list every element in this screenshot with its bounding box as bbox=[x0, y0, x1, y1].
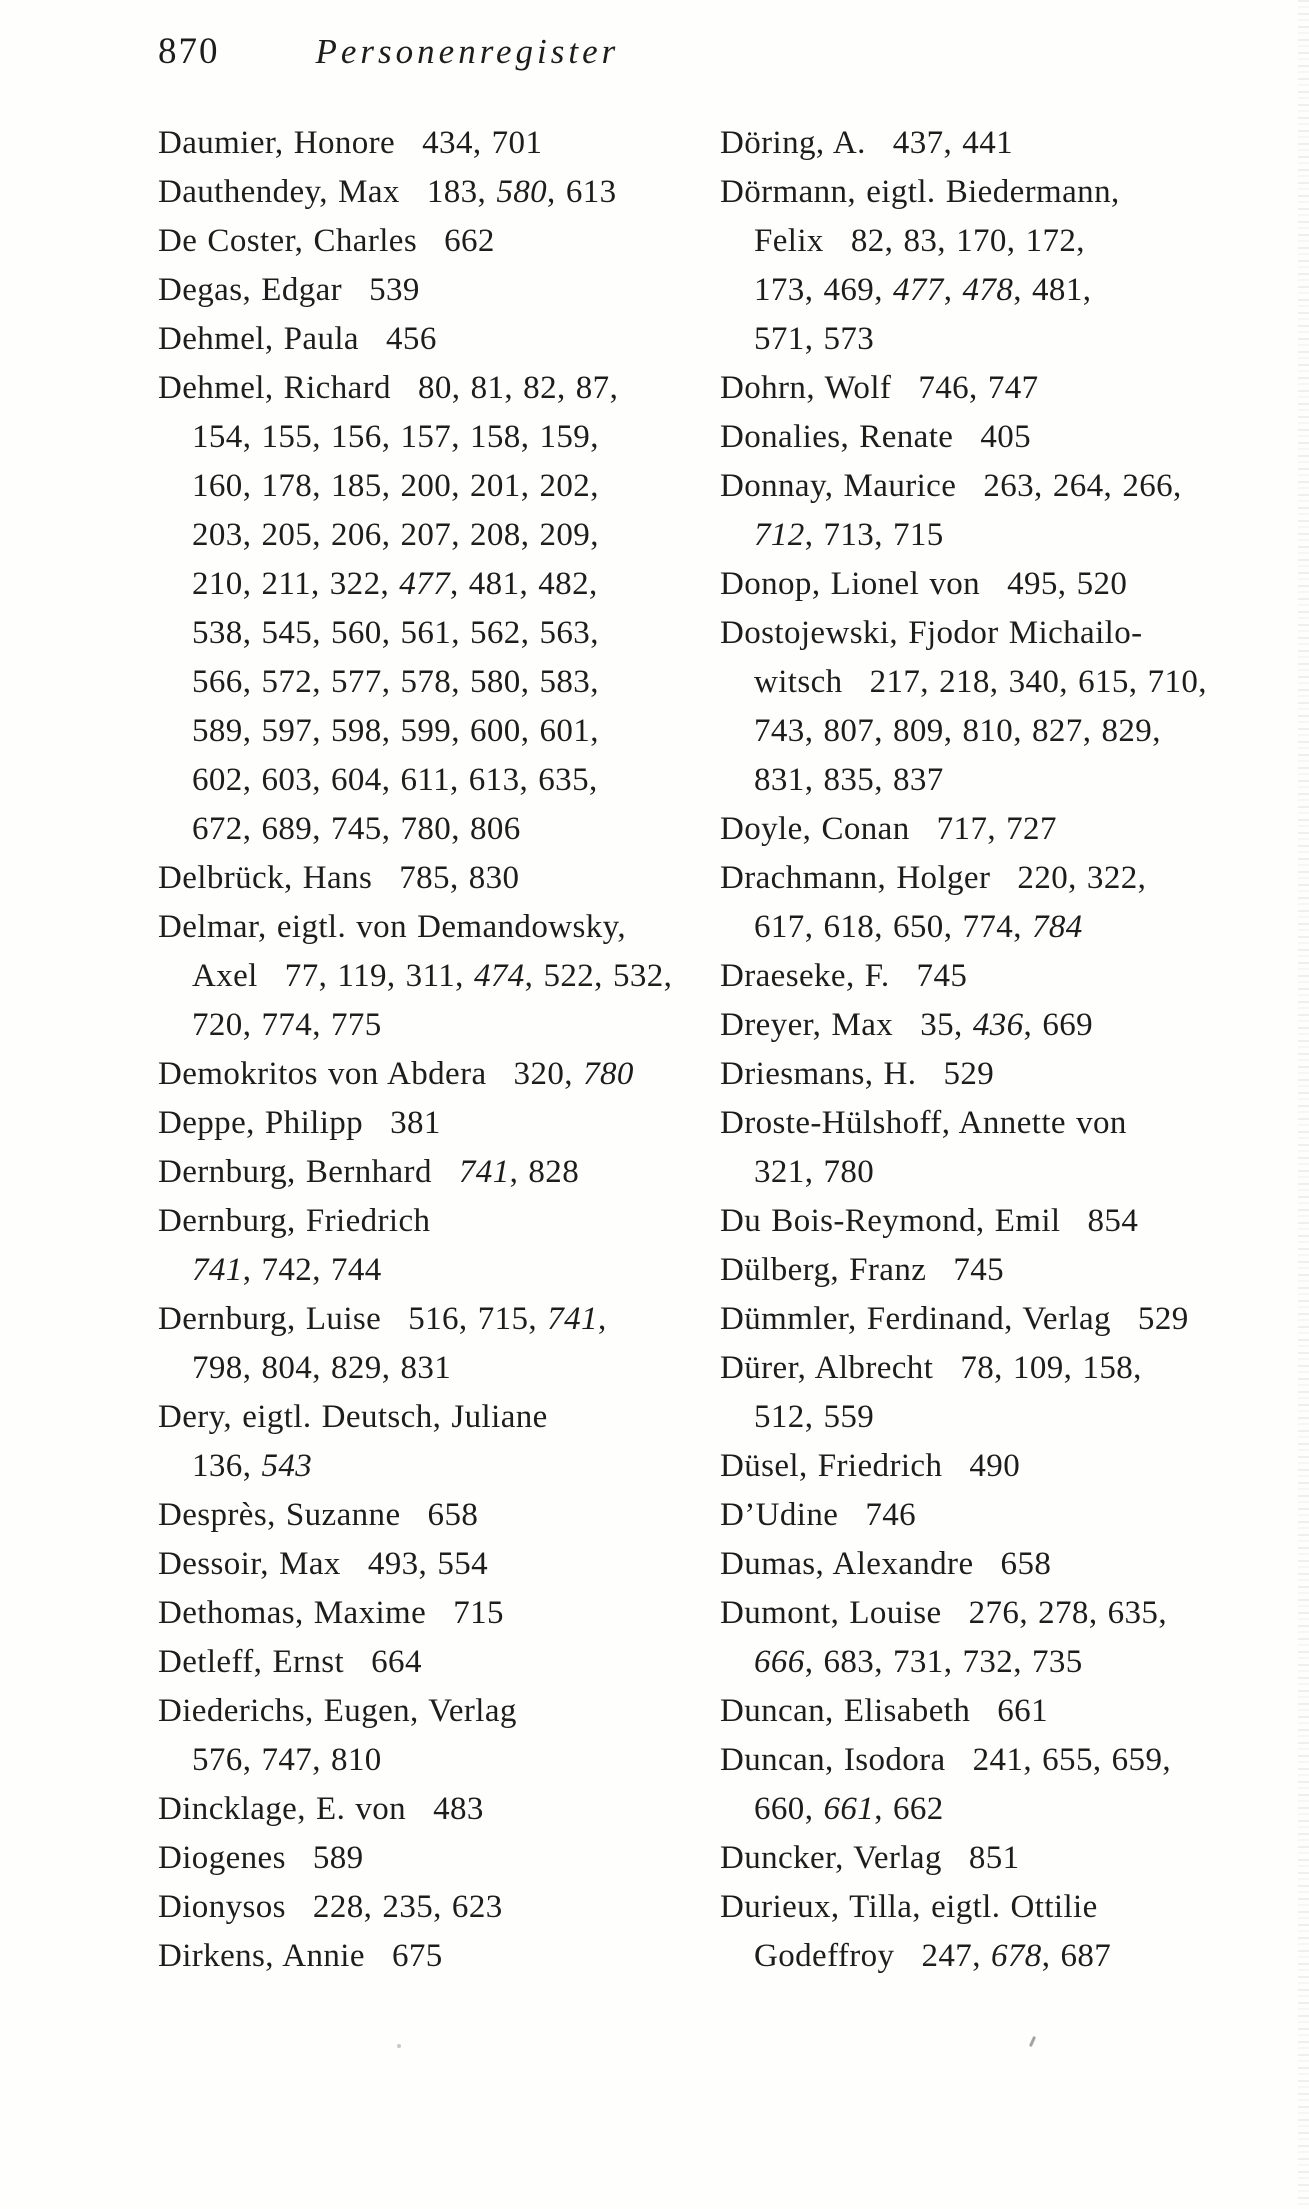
index-line: Dernburg, Bernhard 741, 828 bbox=[158, 1154, 580, 1190]
index-line: 831, 835, 837 bbox=[754, 762, 944, 798]
scan-artifact bbox=[1029, 2036, 1036, 2047]
index-line: Donnay, Maurice 263, 264, 266, bbox=[720, 468, 1182, 504]
index-line: Diogenes 589 bbox=[158, 1840, 364, 1876]
index-column-right bbox=[720, 119, 1260, 1981]
index-line: Deppe, Philipp 381 bbox=[158, 1105, 441, 1141]
index-line: 203, 205, 206, 207, 208, 209, bbox=[192, 517, 599, 553]
index-line: Dirkens, Annie 675 bbox=[158, 1938, 443, 1974]
index-line: 602, 603, 604, 611, 613, 635, bbox=[192, 762, 598, 798]
scan-edge-noise bbox=[1298, 0, 1309, 2209]
index-line: 512, 559 bbox=[754, 1399, 875, 1435]
index-line: Dostojewski, Fjodor Michailo- bbox=[720, 615, 1143, 651]
index-line: Diederichs, Eugen, Verlag bbox=[158, 1693, 517, 1729]
index-line: Axel 77, 119, 311, 474, 522, 532, bbox=[192, 958, 673, 994]
index-line: D’Udine 746 bbox=[720, 1497, 917, 1533]
index-line: Dumont, Louise 276, 278, 635, bbox=[720, 1595, 1167, 1631]
index-line: Duncan, Elisabeth 661 bbox=[720, 1693, 1048, 1729]
index-line: 712, 713, 715 bbox=[754, 517, 944, 553]
index-line: Desprès, Suzanne 658 bbox=[158, 1497, 479, 1533]
index-line: Doyle, Conan 717, 727 bbox=[720, 811, 1057, 847]
index-line: 576, 747, 810 bbox=[192, 1742, 382, 1778]
index-line: 136, 543 bbox=[192, 1448, 313, 1484]
index-line: Dörmann, eigtl. Biedermann, bbox=[720, 174, 1120, 210]
index-line: Duncan, Isodora 241, 655, 659, bbox=[720, 1742, 1171, 1778]
index-line: Felix 82, 83, 170, 172, bbox=[754, 223, 1085, 259]
index-line: Dohrn, Wolf 746, 747 bbox=[720, 370, 1039, 406]
index-line: Dery, eigtl. Deutsch, Juliane bbox=[158, 1399, 548, 1435]
index-line: Delmar, eigtl. von Demandowsky, bbox=[158, 909, 627, 945]
index-line: 672, 689, 745, 780, 806 bbox=[192, 811, 521, 847]
index-line: Drachmann, Holger 220, 322, bbox=[720, 860, 1147, 896]
index-line: witsch 217, 218, 340, 615, 710, bbox=[754, 664, 1207, 700]
index-line: 743, 807, 809, 810, 827, 829, bbox=[754, 713, 1161, 749]
page-number: 870 bbox=[158, 31, 220, 72]
index-line: Daumier, Honore 434, 701 bbox=[158, 125, 543, 161]
index-line: Godeffroy 247, 678, 687 bbox=[754, 1938, 1112, 1974]
index-line: Dehmel, Paula 456 bbox=[158, 321, 437, 357]
index-line: Draeseke, F. 745 bbox=[720, 958, 968, 994]
index-line: 720, 774, 775 bbox=[192, 1007, 382, 1043]
index-line: Droste-Hülshoff, Annette von bbox=[720, 1105, 1127, 1141]
index-line: 566, 572, 577, 578, 580, 583, bbox=[192, 664, 599, 700]
index-line: 617, 618, 650, 774, 784 bbox=[754, 909, 1083, 945]
index-line: Dincklage, E. von 483 bbox=[158, 1791, 484, 1827]
index-line: Dauthendey, Max 183, 580, 613 bbox=[158, 174, 617, 210]
index-line: Demokritos von Abdera 320, 780 bbox=[158, 1056, 634, 1092]
index-line: 538, 545, 560, 561, 562, 563, bbox=[192, 615, 599, 651]
index-line: Degas, Edgar 539 bbox=[158, 272, 420, 308]
page-header bbox=[158, 30, 619, 73]
index-line: Dessoir, Max 493, 554 bbox=[158, 1546, 489, 1582]
page-title: Personenregister bbox=[315, 32, 620, 71]
index-line: 666, 683, 731, 732, 735 bbox=[754, 1644, 1083, 1680]
index-column-left bbox=[158, 119, 688, 1981]
index-line: Dionysos 228, 235, 623 bbox=[158, 1889, 503, 1925]
index-line: Driesmans, H. 529 bbox=[720, 1056, 995, 1092]
index-line: Dümmler, Ferdinand, Verlag 529 bbox=[720, 1301, 1189, 1337]
index-line: 589, 597, 598, 599, 600, 601, bbox=[192, 713, 599, 749]
index-line: 321, 780 bbox=[754, 1154, 875, 1190]
index-line: 210, 211, 322, 477, 481, 482, bbox=[192, 566, 598, 602]
index-line: 798, 804, 829, 831 bbox=[192, 1350, 452, 1386]
index-line: Duncker, Verlag 851 bbox=[720, 1840, 1020, 1876]
index-line: 571, 573 bbox=[754, 321, 875, 357]
index-line: Dernburg, Luise 516, 715, 741, bbox=[158, 1301, 607, 1337]
index-line: Detleff, Ernst 664 bbox=[158, 1644, 422, 1680]
index-line: 741, 742, 744 bbox=[192, 1252, 382, 1288]
index-line: 160, 178, 185, 200, 201, 202, bbox=[192, 468, 599, 504]
index-line: Dernburg, Friedrich bbox=[158, 1203, 431, 1239]
index-line: Dülberg, Franz 745 bbox=[720, 1252, 1005, 1288]
index-line: Döring, A. 437, 441 bbox=[720, 125, 1013, 161]
index-line: Dürer, Albrecht 78, 109, 158, bbox=[720, 1350, 1142, 1386]
index-line: Du Bois-Reymond, Emil 854 bbox=[720, 1203, 1139, 1239]
index-line: Dethomas, Maxime 715 bbox=[158, 1595, 504, 1631]
index-line: Dumas, Alexandre 658 bbox=[720, 1546, 1052, 1582]
scan-artifact bbox=[397, 2044, 401, 2048]
index-line: Delbrück, Hans 785, 830 bbox=[158, 860, 520, 896]
index-line: Durieux, Tilla, eigtl. Ottilie bbox=[720, 1889, 1098, 1925]
index-line: 173, 469, 477, 478, 481, bbox=[754, 272, 1092, 308]
index-line: Donalies, Renate 405 bbox=[720, 419, 1032, 455]
index-line: 154, 155, 156, 157, 158, 159, bbox=[192, 419, 599, 455]
index-line: Dehmel, Richard 80, 81, 82, 87, bbox=[158, 370, 619, 406]
index-line: Düsel, Friedrich 490 bbox=[720, 1448, 1021, 1484]
index-line: 660, 661, 662 bbox=[754, 1791, 944, 1827]
index-line: Donop, Lionel von 495, 520 bbox=[720, 566, 1128, 602]
index-line: Dreyer, Max 35, 436, 669 bbox=[720, 1007, 1094, 1043]
index-line: De Coster, Charles 662 bbox=[158, 223, 495, 259]
